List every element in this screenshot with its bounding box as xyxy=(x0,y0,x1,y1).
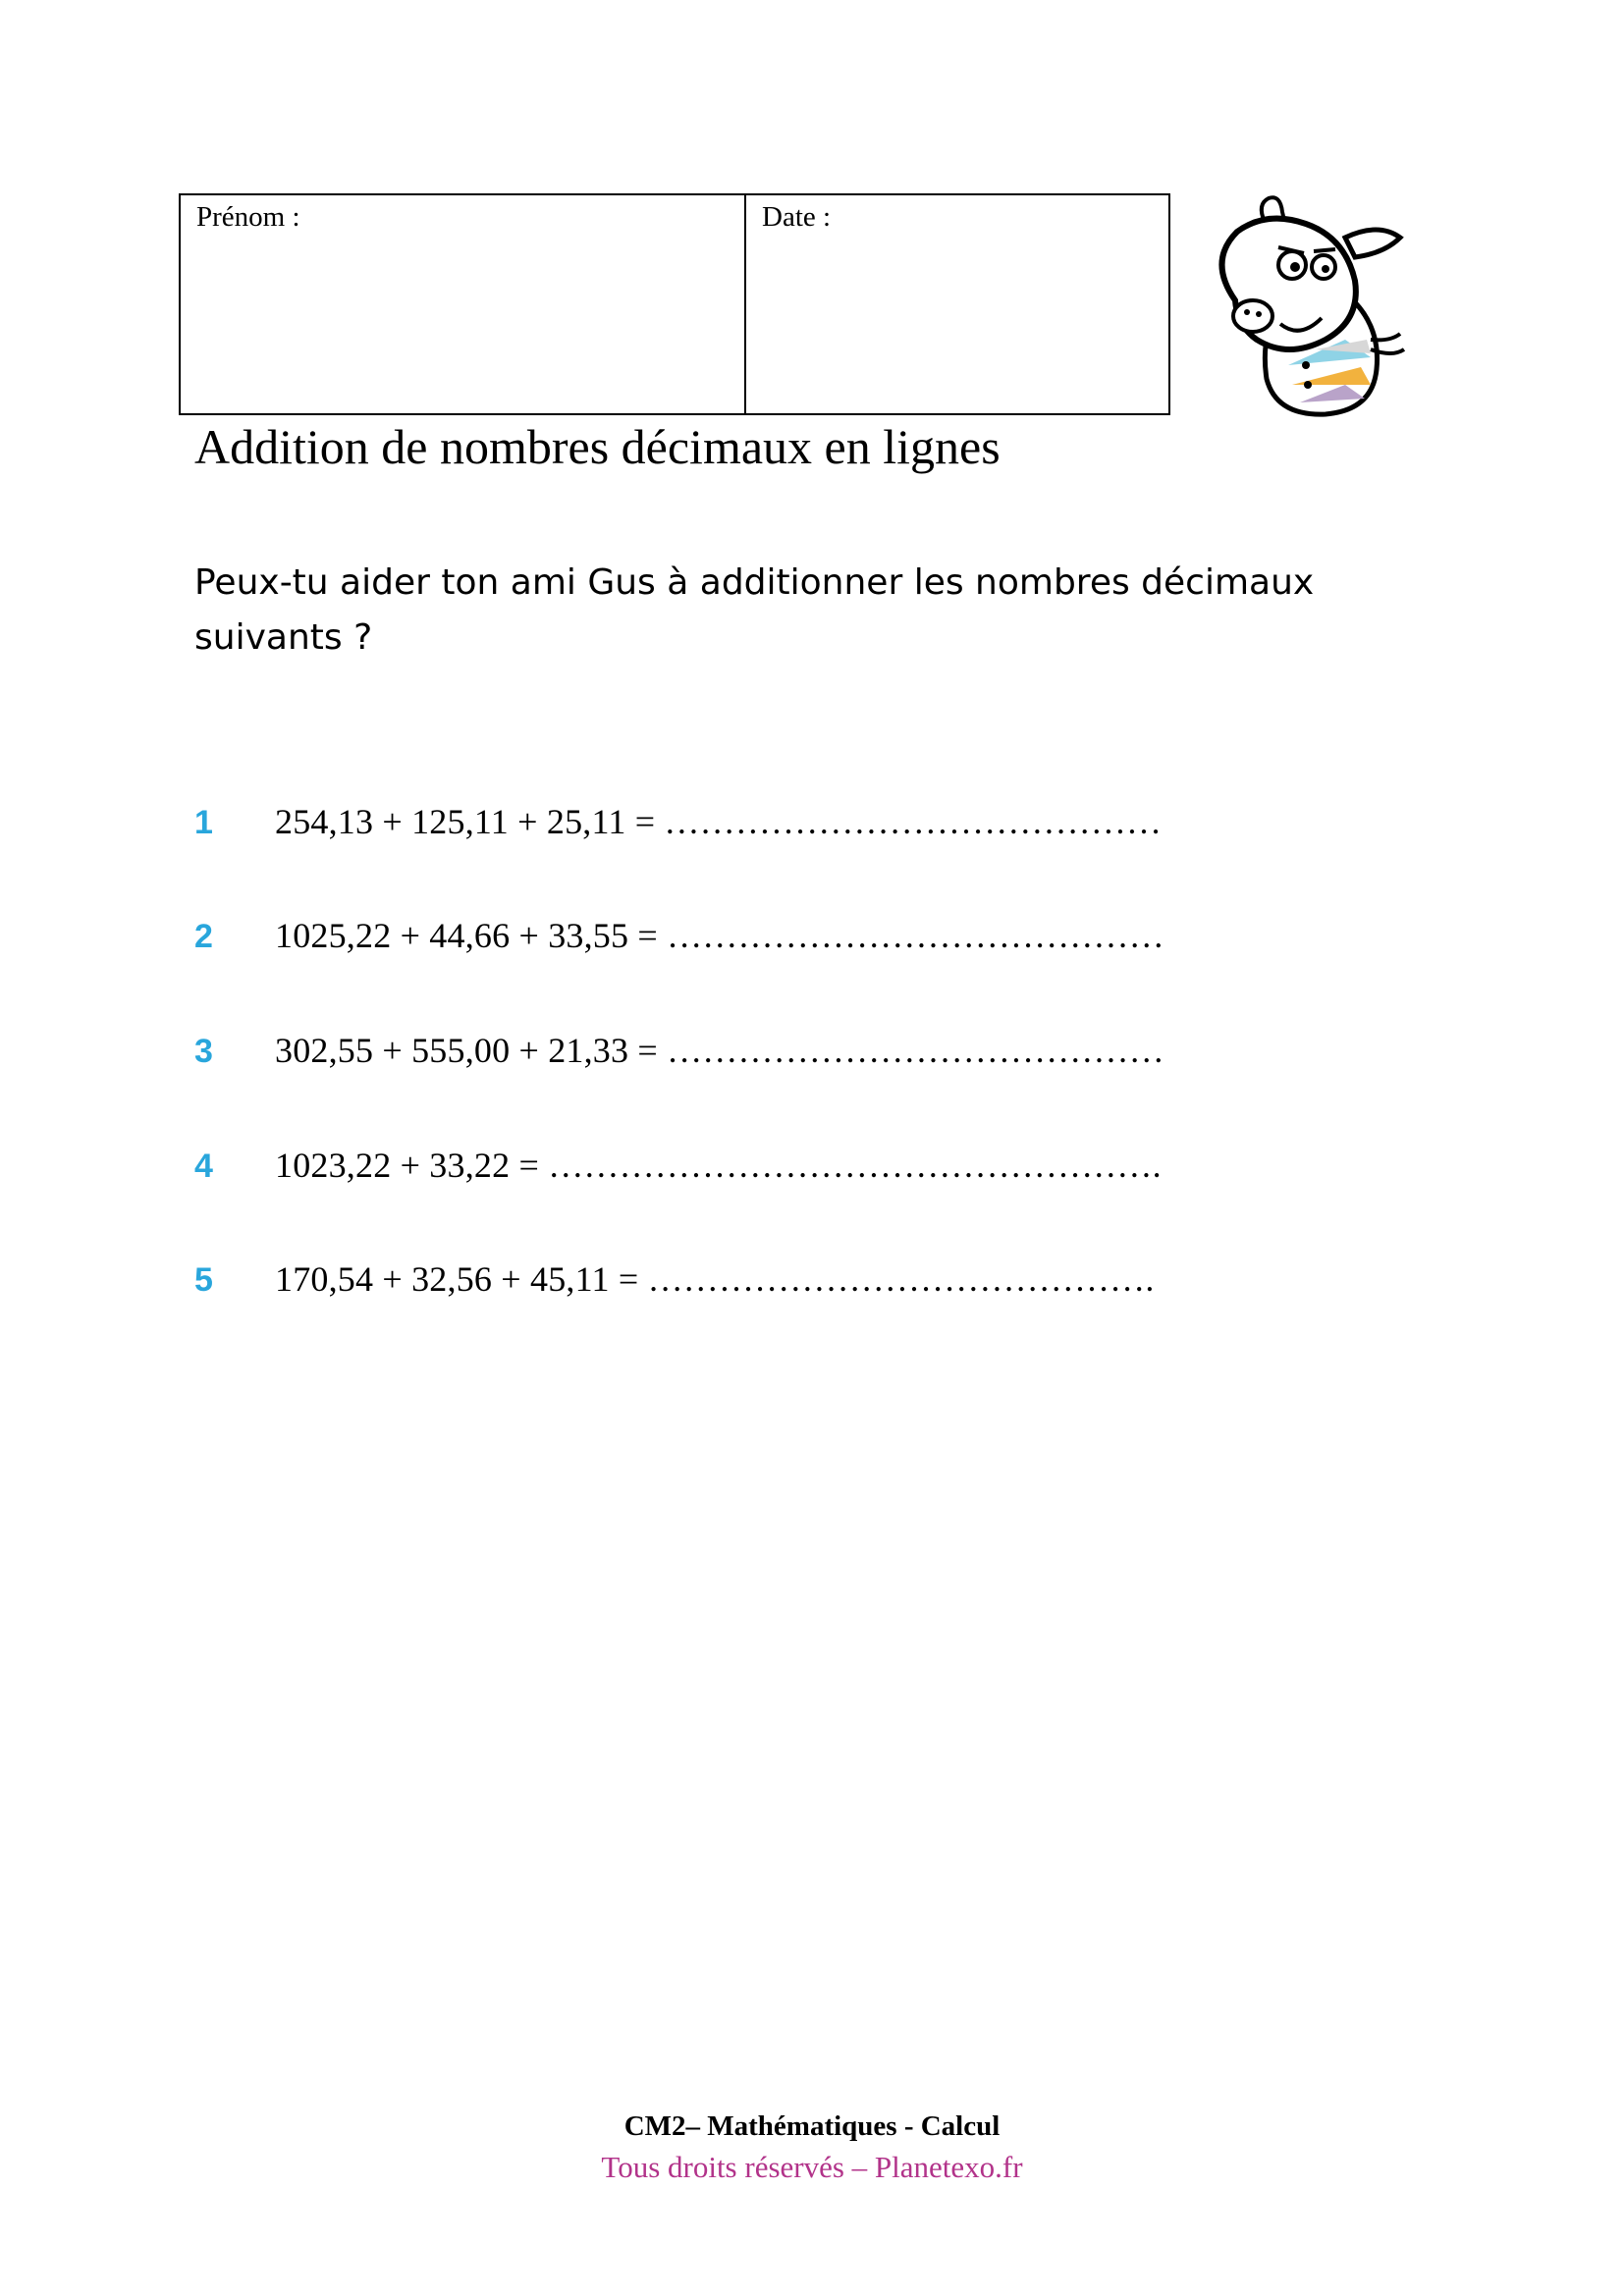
exercise-row xyxy=(194,915,1164,964)
exercise-number: 5 xyxy=(194,1261,213,1299)
exercise-expression[interactable]: 1023,22 + 33,22 = ……………………………………………. xyxy=(275,1146,1162,1185)
footer-rights: Tous droits réservés – Planetexo.fr xyxy=(601,2150,1023,2184)
gus-mascot-icon xyxy=(1198,192,1414,420)
exercise-number: 2 xyxy=(194,918,213,955)
exercise-expression[interactable]: 302,55 + 555,00 + 21,33 = …………………………………… xyxy=(275,1031,1164,1070)
exercise-number: 3 xyxy=(194,1033,213,1070)
exercise-expression[interactable]: 1025,22 + 44,66 + 33,55 = …………………………………… xyxy=(275,916,1164,955)
instruction-text: Peux-tu aider ton ami Gus à additionner les nombres décimaux suivants ? xyxy=(194,562,1315,658)
prenom-label: Prénom : xyxy=(196,201,300,233)
exercise-number: 1 xyxy=(194,804,213,841)
exercise-expression[interactable]: 170,54 + 32,56 + 45,11 = ……………………………………. xyxy=(275,1259,1155,1299)
date-label: Date : xyxy=(762,201,832,233)
footer-subject: CM2– Mathématiques - Calcul xyxy=(623,2110,1001,2142)
exercise-row xyxy=(194,801,1162,850)
exercise-row xyxy=(194,1258,1155,1308)
page-title: Addition de nombres décimaux en lignes xyxy=(194,419,1001,474)
exercise-row xyxy=(194,1030,1164,1079)
exercise-expression[interactable]: 254,13 + 125,11 + 25,11 = …………………………………… xyxy=(275,802,1163,841)
exercise-row xyxy=(194,1145,1162,1194)
exercise-number: 4 xyxy=(194,1148,213,1185)
prenom-cell[interactable] xyxy=(181,195,746,413)
name-date-box xyxy=(179,193,1170,415)
date-cell[interactable] xyxy=(746,195,1168,413)
